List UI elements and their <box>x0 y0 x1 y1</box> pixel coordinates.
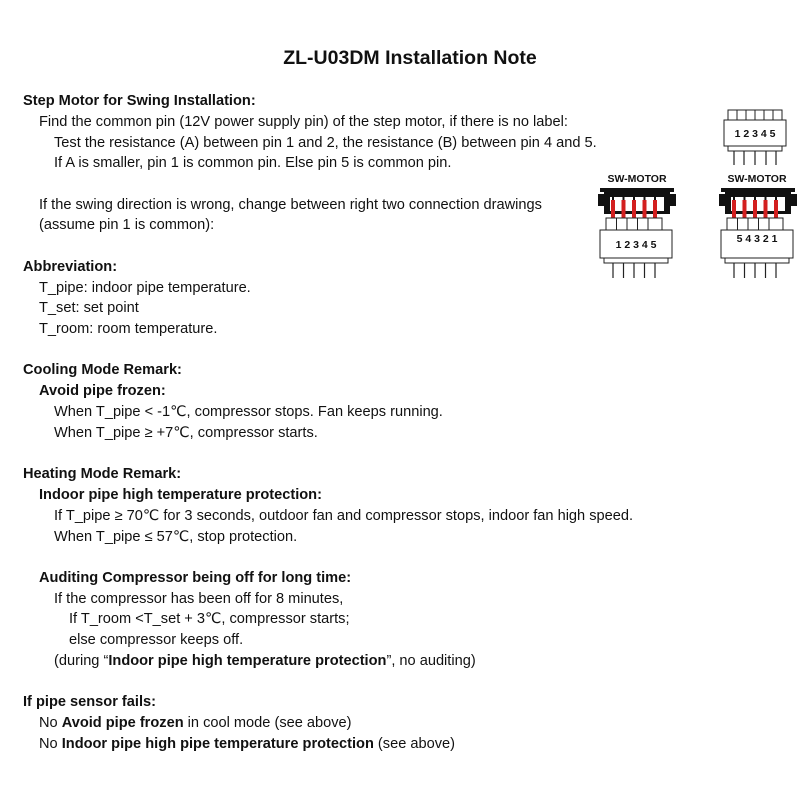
heating-line-1: If T_pipe ≥ 70℃ for 3 seconds, outdoor fan and compressor stops, indoor fan high speed. <box>54 508 634 524</box>
motor-connection-right-diagram <box>717 170 799 288</box>
step-motor-line-5: (assume pin 1 is common): <box>39 217 215 233</box>
motor-label-left: SW-MOTOR <box>607 173 667 185</box>
sensor-line-1-pre: No <box>39 715 62 731</box>
connector-top-housing <box>724 110 786 151</box>
heating-line-4: If T_room <T_set + 3℃, compressor starts; <box>69 611 350 627</box>
connector-top-pin-labels: 1 2 3 4 5 <box>734 128 776 140</box>
sensor-line-1-post: in cool mode (see above) <box>183 715 352 731</box>
motor-socket-right <box>719 188 797 214</box>
heating-subheading-protection: Indoor pipe high temperature protection: <box>39 487 322 503</box>
motor-label-right: SW-MOTOR <box>727 173 787 185</box>
step-motor-line-2: Test the resistance (A) between pin 1 and 2, the resistance (B) between pin 4 and 5. <box>54 135 597 151</box>
abbreviation-heading-text: Abbreviation <box>23 259 113 275</box>
cooling-line-2: When T_pipe ≥ +7℃, compressor starts. <box>54 425 318 441</box>
heating-heading: Heating Mode Remark: <box>23 466 182 482</box>
heating-line-6-pre: (during “ <box>54 653 109 669</box>
abbreviation-heading <box>23 258 117 276</box>
heating-line-5: else compressor keeps off. <box>69 632 244 648</box>
sensor-line-2-post: (see above) <box>373 736 455 752</box>
plug-housing-left <box>600 218 672 263</box>
cooling-subheading: Avoid pipe frozen: <box>39 383 166 399</box>
abbreviation-colon: : <box>112 259 118 275</box>
heating-line-6-bold: Indoor pipe high temperature protection <box>108 653 387 669</box>
heating-line-6-post: ”, no auditing) <box>386 653 476 669</box>
sensor-heading: If pipe sensor fails: <box>23 694 156 710</box>
step-motor-line-3: If A is smaller, pin 1 is common pin. Else pin 5 is common pin. <box>54 155 452 171</box>
sensor-line-1 <box>39 714 352 732</box>
step-motor-line-4: If the swing direction is wrong, change between right two connection drawings <box>39 197 542 213</box>
sensor-line-1-bold: Avoid pipe frozen <box>61 715 184 731</box>
sensor-line-2-bold: Indoor pipe high pipe temperature protection <box>61 736 374 752</box>
plug-housing-right <box>721 218 793 263</box>
sensor-line-2-pre: No <box>39 736 62 752</box>
motor-socket-left <box>598 188 676 214</box>
heating-line-3: If the compressor has been off for 8 minutes, <box>54 591 344 607</box>
cooling-heading: Cooling Mode Remark: <box>23 362 182 378</box>
page-title: ZL-U03DM Installation Note <box>283 47 537 69</box>
heating-subheading-auditing: Auditing Compressor being off for long time: <box>39 570 352 586</box>
plug-leads-left <box>613 263 655 278</box>
connector-top-diagram <box>722 108 788 168</box>
heating-line-6 <box>54 652 476 670</box>
step-motor-line-1: Find the common pin (12V power supply pin) of the step motor, if there is no label: <box>39 114 568 130</box>
plug-pin-labels-left: 1 2 3 4 5 <box>615 239 657 251</box>
abbreviation-line-3: T_room: room temperature. <box>39 321 218 337</box>
cooling-line-1: When T_pipe < -1℃, compressor stops. Fan keeps running. <box>54 404 443 420</box>
plug-leads-right <box>734 263 776 278</box>
sensor-line-2 <box>39 735 455 753</box>
connector-top-leads <box>734 151 776 165</box>
step-motor-heading: Step Motor for Swing Installation: <box>23 93 256 109</box>
abbreviation-line-2: T_set: set point <box>39 300 139 316</box>
plug-pin-labels-right: 5 4 3 2 1 <box>736 233 778 245</box>
motor-connection-left-diagram <box>596 170 678 288</box>
abbreviation-line-1: T_pipe: indoor pipe temperature. <box>39 280 251 296</box>
heating-line-2: When T_pipe ≤ 57℃, stop protection. <box>54 529 298 545</box>
